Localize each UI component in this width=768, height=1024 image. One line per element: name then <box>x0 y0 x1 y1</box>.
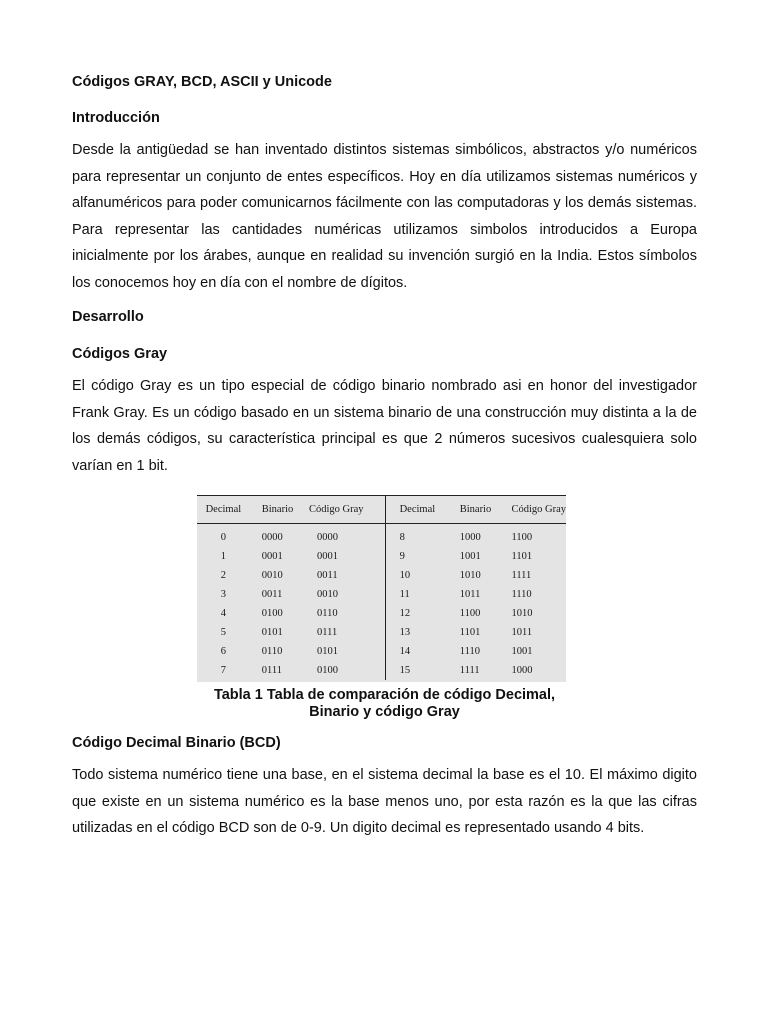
table-header-row <box>197 496 566 524</box>
cell-gray: 1110 <box>511 589 532 600</box>
gray-code-table <box>197 496 566 680</box>
cell-decimal: 11 <box>385 585 448 604</box>
cell-binario: 0111 <box>261 665 282 676</box>
cell-gray: 0010 <box>316 589 338 600</box>
cell-decimal: 15 <box>385 661 448 680</box>
cell-gray: 1100 <box>511 532 533 543</box>
cell-decimal: 7 <box>220 665 226 676</box>
cell-gray: 0001 <box>316 551 338 562</box>
cell-binario: 1100 <box>459 608 481 619</box>
cell-gray: 1000 <box>511 665 533 676</box>
cell-binario: 1001 <box>459 551 481 562</box>
table-row <box>197 547 566 566</box>
cell-decimal: 12 <box>385 604 448 623</box>
cell-decimal: 14 <box>385 642 448 661</box>
paragraph-introduccion: Desde la antigüedad se han inventado distintos sistemas simbólicos, abstractos y/o numéricos para representar un conjunto de entes específicos. Hoy en día utilizamos sistemas numéricos y alfanuméricos para poder comunicarnos fácilmente con las computadoras y los demás sistemas. Para representar las cantidades numéricas utilizamos simbolos introducidos a Europa inicialmente por los árabes, aunque en realidad su invención surgió en la India. Estos símbolos los conocemos hoy en día con el nombre de dígitos. <box>72 142 697 291</box>
cell-decimal: 9 <box>385 547 448 566</box>
cell-decimal: 13 <box>385 623 448 642</box>
cell-binario: 1101 <box>459 627 481 638</box>
header-binario-left: Binario <box>250 496 309 524</box>
cell-gray: 0101 <box>316 646 338 657</box>
heading-desarrollo: Desarrollo <box>72 309 144 325</box>
cell-gray: 0100 <box>316 665 338 676</box>
cell-binario: 0000 <box>261 532 283 543</box>
cell-binario: 0010 <box>261 570 283 581</box>
cell-decimal: 10 <box>385 566 448 585</box>
heading-codigos-gray: Códigos Gray <box>72 346 168 362</box>
caption-line-2: Binario y código Gray <box>309 704 460 720</box>
cell-decimal: 1 <box>220 551 226 562</box>
cell-binario: 0001 <box>261 551 283 562</box>
header-gray-right: Código Gray <box>505 496 566 524</box>
paragraph-bcd: Todo sistema numérico tiene una base, en el sistema decimal la base es el 10. El máximo digito que existe en un sistema numérico es la base menos uno, por esta razón es la que las cifras utilizadas en el código BCD son de 0-9. Un digito decimal es representado usando 4 bits. <box>72 767 697 836</box>
caption-line-1: Tabla 1 Tabla de comparación de código Decimal, <box>213 687 556 703</box>
table-row <box>197 623 566 642</box>
cell-gray: 1111 <box>511 570 532 581</box>
header-binario-right: Binario <box>448 496 506 524</box>
table-row <box>197 642 566 661</box>
cell-gray: 1010 <box>511 608 533 619</box>
cell-decimal: 8 <box>385 524 448 548</box>
header-gray-left: Código Gray <box>309 496 385 524</box>
heading-introduccion: Introducción <box>72 110 160 126</box>
cell-binario: 0101 <box>261 627 283 638</box>
cell-gray: 0110 <box>316 608 338 619</box>
cell-gray: 0000 <box>316 532 338 543</box>
cell-decimal: 5 <box>220 627 226 638</box>
cell-binario: 0110 <box>261 646 283 657</box>
heading-bcd: Código Decimal Binario (BCD) <box>72 735 281 751</box>
cell-decimal: 3 <box>220 589 226 600</box>
cell-binario: 1110 <box>459 646 480 657</box>
cell-binario: 1000 <box>459 532 481 543</box>
cell-decimal: 4 <box>220 608 226 619</box>
cell-decimal: 6 <box>220 646 226 657</box>
cell-binario: 0100 <box>261 608 283 619</box>
table-row <box>197 604 566 623</box>
cell-gray: 0111 <box>316 627 338 638</box>
cell-binario: 1011 <box>459 589 481 600</box>
cell-binario: 1010 <box>459 570 481 581</box>
table-caption <box>72 687 697 721</box>
cell-decimal: 0 <box>220 532 226 543</box>
gray-code-table-figure <box>197 495 566 682</box>
table-row <box>197 566 566 585</box>
cell-gray: 1001 <box>511 646 533 657</box>
header-decimal-right: Decimal <box>385 496 448 524</box>
cell-gray: 1011 <box>511 627 533 638</box>
document-title: Códigos GRAY, BCD, ASCII y Unicode <box>72 74 332 90</box>
header-decimal-left: Decimal <box>197 496 250 524</box>
cell-gray: 0011 <box>316 570 338 581</box>
cell-gray: 1101 <box>511 551 533 562</box>
paragraph-codigos-gray: El código Gray es un tipo especial de código binario nombrado asi en honor del investigador Frank Gray. Es un código basado en un sistema binario de una construcción muy distinta a la de los demás códigos, su característica principal es que 2 números sucesivos cualesquiera solo varían en 1 bit. <box>72 378 697 474</box>
table-row <box>197 585 566 604</box>
table-row <box>197 661 566 680</box>
cell-binario: 1111 <box>459 665 480 676</box>
cell-decimal: 2 <box>220 570 226 581</box>
cell-binario: 0011 <box>261 589 283 600</box>
table-row <box>197 524 566 548</box>
document-page <box>72 72 697 842</box>
